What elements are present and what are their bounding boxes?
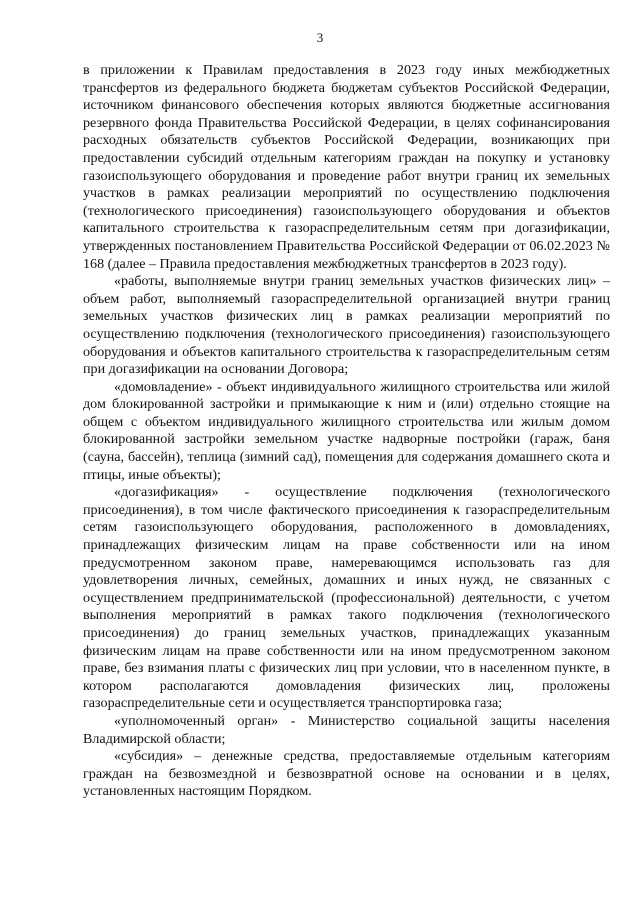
paragraph-definition-works: «работы, выполняемые внутри границ земельных участков физических лиц» – объем работ, выполняемый газораспределительной организацией внутри границ земельных участков физических лиц в рамках реализации мероприятий по осуществлению подключения (технологического присоединения) газоиспользующего оборудования и объектов капитального строительства к газораспределительным сетям при догазификации на основании Договора; (83, 273, 610, 378)
paragraph-definition-subsidy: «субсидия» – денежные средства, предоставляемые отдельным категориям граждан на безвозмездной и безвозвратной основе на основании и в целях, установленных настоящим Порядком. (83, 748, 610, 800)
page-number: 3 (316, 30, 324, 45)
paragraph-continuation: в приложении к Правилам предоставления в 2023 году иных межбюджетных трансфертов из федерального бюджета бюджетам субъектов Российской Федерации, источником финансового обеспечения которых являются бюджетные ассигнования резервного фонда Правительства Российской Федерации, в целях софинансирования расходных обязательств субъектов Российской Федерации, возникающих при предоставлении субсидий отдельным категориям граждан на покупку и установку газоиспользующего оборудования и проведение работ внутри границ их земельных участков в рамках реализации мероприятий по осуществлению подключения (технологического присоединения) газоиспользующего оборудования и объектов капитального строительства к газораспределительным сетям при догазификации, утвержденных постановлением Правительства Российской Федерации от 06.02.2023 № 168 (далее – Правила предоставления межбюджетных трансфертов в 2023 году). (83, 62, 610, 272)
paragraph-definition-authorized-body: «уполномоченный орган» - Министерство социальной защиты населения Владимирской области; (83, 712, 610, 747)
paragraph-definition-household: «домовладение» - объект индивидуального жилищного строительства или жилой дом блокированной застройки и примыкающие к ним и (или) отдельно стоящие на общем с объектом индивидуального жилищного строительства или жилым домом блокированной застройки земельном участке надворные постройки (гараж, баня (сауна, бассейн), теплица (зимний сад), помещения для содержания домашнего скота и птицы, иные объекты); (83, 378, 610, 483)
paragraph-definition-gasification: «догазификация» - осуществление подключения (технологического присоединения), в том числе фактического присоединения к газораспределительным сетям газоиспользующего оборудования, расположенного в домовладениях, принадлежащих физическим лицам на праве собственности или на ином предусмотренном законом праве, намеревающимся использовать газ для удовлетворения личных, семейных, домашних и иных нужд, не связанных с осуществлением предпринимательской (профессиональной) деятельности, с учетом выполнения мероприятий в рамках такого подключения (технологического присоединения) до границ земельных участков, принадлежащих указанным физическим лицам на праве собственности или на ином предусмотренном законом праве, без взимания платы с физических лиц при условии, что в населенном пункте, в котором располагаются домовладения физических лиц, проложены газораспределительные сети и осуществляется транспортировка газа; (83, 484, 610, 712)
document-body (83, 62, 610, 801)
